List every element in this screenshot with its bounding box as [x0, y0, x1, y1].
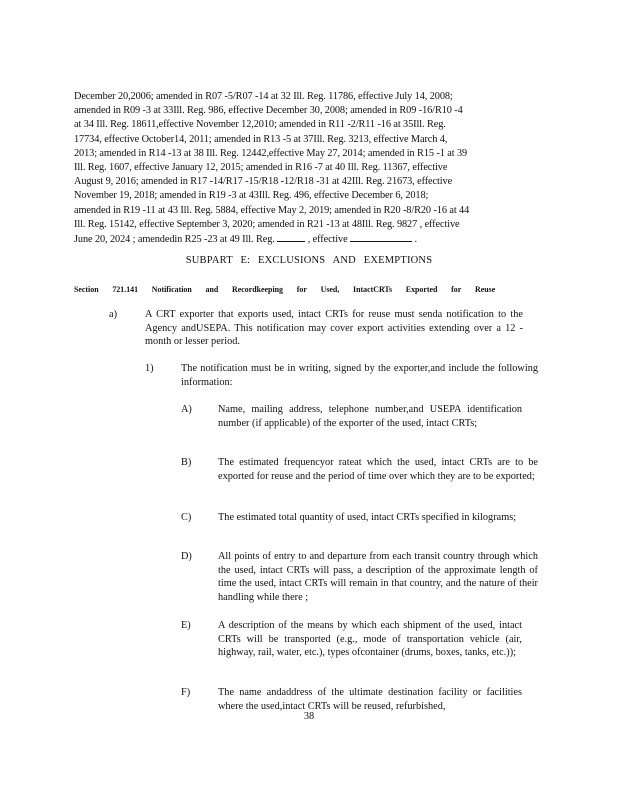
- item-e-text: A description of the means by which each shipment of the used, intact CRTs will be transported (e.g., mode of transportation vehicle (air, highway, rail, water, etc.), types ofcontainer (drums, boxes, tanks, etc.));: [218, 620, 522, 658]
- blank-date-line: [350, 232, 412, 242]
- item-d-text: All points of entry to and departure from each transit country through which the used, intact CRTs will pass, a description of the approximate length of time the used, intact CRTs will remain in that country, and the nature of their handling while there ;: [218, 551, 538, 603]
- section-heading-word: Section: [74, 284, 99, 294]
- history-line: December 20,2006; amended in R07 -5/R07 -14 at 32 Ill. Reg. 11786, effective July 14, 2008;: [74, 91, 453, 102]
- page-number: 38: [303, 711, 315, 722]
- section-heading-word: Recordkeeping: [232, 284, 284, 294]
- item-b-text: The estimated frequencyor rateat which the used, intact CRTs are to be exported for reuse and the period of time over which they are to be exported;: [218, 457, 538, 482]
- history-line: November 19, 2018; amended in R19 -3 at 43Ill. Reg. 496, effective December 6, 2018;: [74, 190, 429, 202]
- subsection-a-text: A CRT exporter that exports used, intact CRTs for reuse must senda notification to the Agency andUSEPA. This notification may cover export activities extending over a 12 -month or lesser period.: [145, 309, 523, 347]
- blank-reg-line: [277, 232, 305, 242]
- section-heading-word: IntactCRTs: [353, 284, 393, 294]
- history-line: Ill. Reg. 15142, effective September 3, 2020; amended in R21 -13 at 48Ill. Reg. 9827 , effective: [74, 218, 460, 230]
- item-c-text: The estimated total quantity of used, intact CRTs specified in kilograms;: [218, 512, 517, 523]
- item-e-label: E): [181, 620, 191, 631]
- history-last-effective: , effective: [307, 234, 348, 246]
- history-line: 2013; amended in R14 -13 at 38 Ill. Reg. 12442,effective May 27, 2014; amended in R15 -1 at 39: [74, 147, 468, 159]
- section-heading-word: for: [296, 284, 307, 294]
- subsection-a-label: a): [109, 309, 117, 320]
- item-a-label: A): [181, 404, 192, 415]
- section-heading-word: Reuse: [475, 284, 496, 294]
- item-d-label: D): [181, 551, 192, 562]
- section-heading-word: and: [205, 284, 219, 294]
- item-c-label: C): [181, 512, 192, 523]
- section-heading-word: Used,: [320, 284, 340, 294]
- history-line: at 34 Ill. Reg. 18611,effective November 12,2010; amended in R11 -2/R11 -16 at 35Ill. Reg.: [74, 119, 446, 131]
- history-note: [74, 90, 544, 247]
- history-line: Ill. Reg. 1607, effective January 12, 2015; amended in R16 -7 at 40 Ill. Reg. 11367, effective: [74, 162, 448, 174]
- history-line: August 9, 2016; amended in R17 -14/R17 -15/R18 -12/R18 -31 at 42Ill. Reg. 21673, effective: [74, 176, 453, 188]
- history-line-last: [74, 232, 544, 247]
- history-last-text: June 20, 2024 ; amendedin R25 -23 at 49 Ill. Reg.: [74, 234, 275, 246]
- history-last-end: .: [414, 234, 418, 246]
- item-f-label: F): [181, 687, 191, 698]
- history-line: amended in R09 -3 at 33Ill. Reg. 986, effective December 30, 2008; amended in R09 -16/R10 -4: [74, 105, 463, 117]
- item-b-label: B): [181, 457, 192, 468]
- section-heading: [74, 284, 495, 294]
- item-a-text: Name, mailing address, telephone number,and USEPA identification number (if applicable) of the exporter of the used, intact CRTs;: [218, 404, 522, 429]
- history-line: amended in R19 -11 at 43 Ill. Reg. 5884, effective May 2, 2019; amended in R20 -8/R20 -16 at 44: [74, 204, 470, 216]
- item-1-label: 1): [145, 363, 154, 374]
- section-heading-word: Notification: [151, 284, 192, 294]
- history-line: 17734, effective October14, 2011; amended in R13 -5 at 37Ill. Reg. 3213, effective March 4,: [74, 133, 448, 145]
- subpart-heading: SUBPART E: EXCLUSIONS AND EXEMPTIONS: [185, 255, 433, 266]
- section-heading-word: Exported: [405, 284, 438, 294]
- item-f-text: The name andaddress of the ultimate destination facility or facilities where the used,intact CRTs will be reused, refurbished,: [218, 687, 522, 712]
- item-1-text: The notification must be in writing, signed by the exporter,and include the following information:: [181, 363, 538, 388]
- section-heading-word: for: [451, 284, 462, 294]
- section-heading-word: 721.141: [112, 284, 139, 294]
